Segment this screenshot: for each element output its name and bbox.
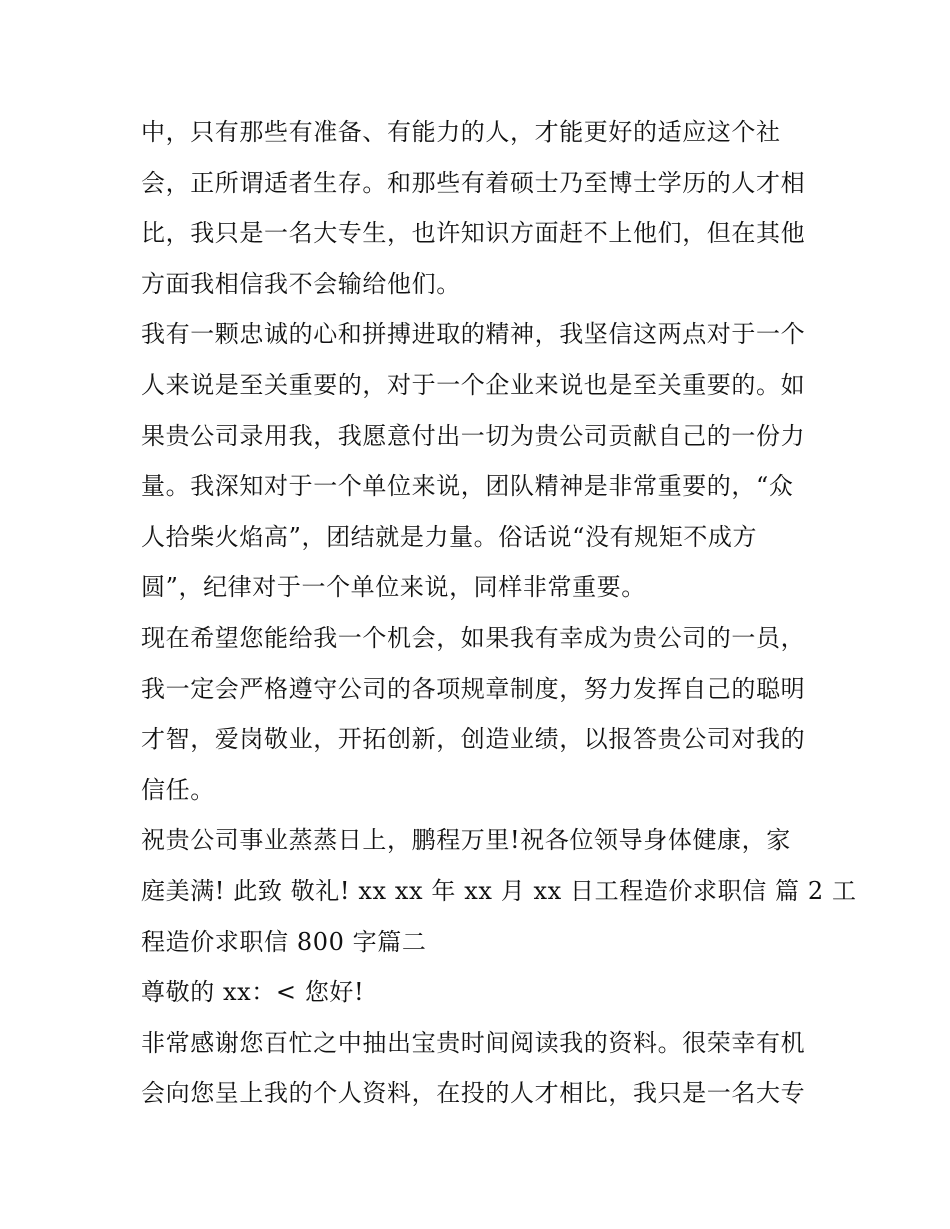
text-line: 我有一颗忠诚的心和拼搏进取的精神，我坚信这两点对于一个	[141, 320, 806, 349]
text-line: 方面我相信我不会输给他们。	[141, 269, 461, 298]
text-line: 会，正所谓适者生存。和那些有着硕士乃至博士学历的人才相	[141, 168, 806, 197]
text-line: 非常感谢您百忙之中抽出宝贵时间阅读我的资料。很荣幸有机	[141, 1028, 806, 1057]
text-line: 现在希望您能给我一个机会，如果我有幸成为贵公司的一员，	[141, 623, 806, 652]
text-line: 会向您呈上我的个人资料，在投的人才相比，我只是一名大专	[141, 1079, 806, 1108]
text-line: 程造价求职信 800 字篇二	[141, 927, 427, 956]
text-line: 中，只有那些有准备、有能力的人，才能更好的适应这个社	[141, 118, 781, 146]
text-line: 人拾柴火焰高”，团结就是力量。俗话说“没有规矩不成方	[141, 522, 758, 551]
text-line: 庭美满! 此致 敬礼! xx xx 年 xx 月 xx 日工程造价求职信 篇 2 工	[141, 876, 857, 905]
text-line: 我一定会严格遵守公司的各项规章制度，努力发挥自己的聪明	[141, 674, 806, 703]
text-line: 量。我深知对于一个单位来说，团队精神是非常重要的，“众	[141, 472, 794, 501]
text-line: 才智，爱岗敬业，开拓创新，创造业绩，以报答贵公司对我的	[141, 725, 806, 754]
text-line: 比，我只是一名大专生，也许知识方面赶不上他们，但在其他	[141, 219, 806, 248]
text-line: 果贵公司录用我，我愿意付出一切为贵公司贡献自己的一份力	[141, 421, 806, 450]
text-line: 信任。	[141, 775, 215, 804]
document-body	[141, 107, 857, 1119]
text-line: 圆”，纪律对于一个单位来说，同样非常重要。	[141, 573, 646, 602]
text-line: 祝贵公司事业蒸蒸日上，鹏程万里!祝各位领导身体健康，家	[141, 826, 791, 855]
text-line: 人来说是至关重要的，对于一个企业来说也是至关重要的。如	[141, 370, 806, 399]
salutation-line: 尊敬的 xx：< 您好!	[141, 978, 365, 1007]
